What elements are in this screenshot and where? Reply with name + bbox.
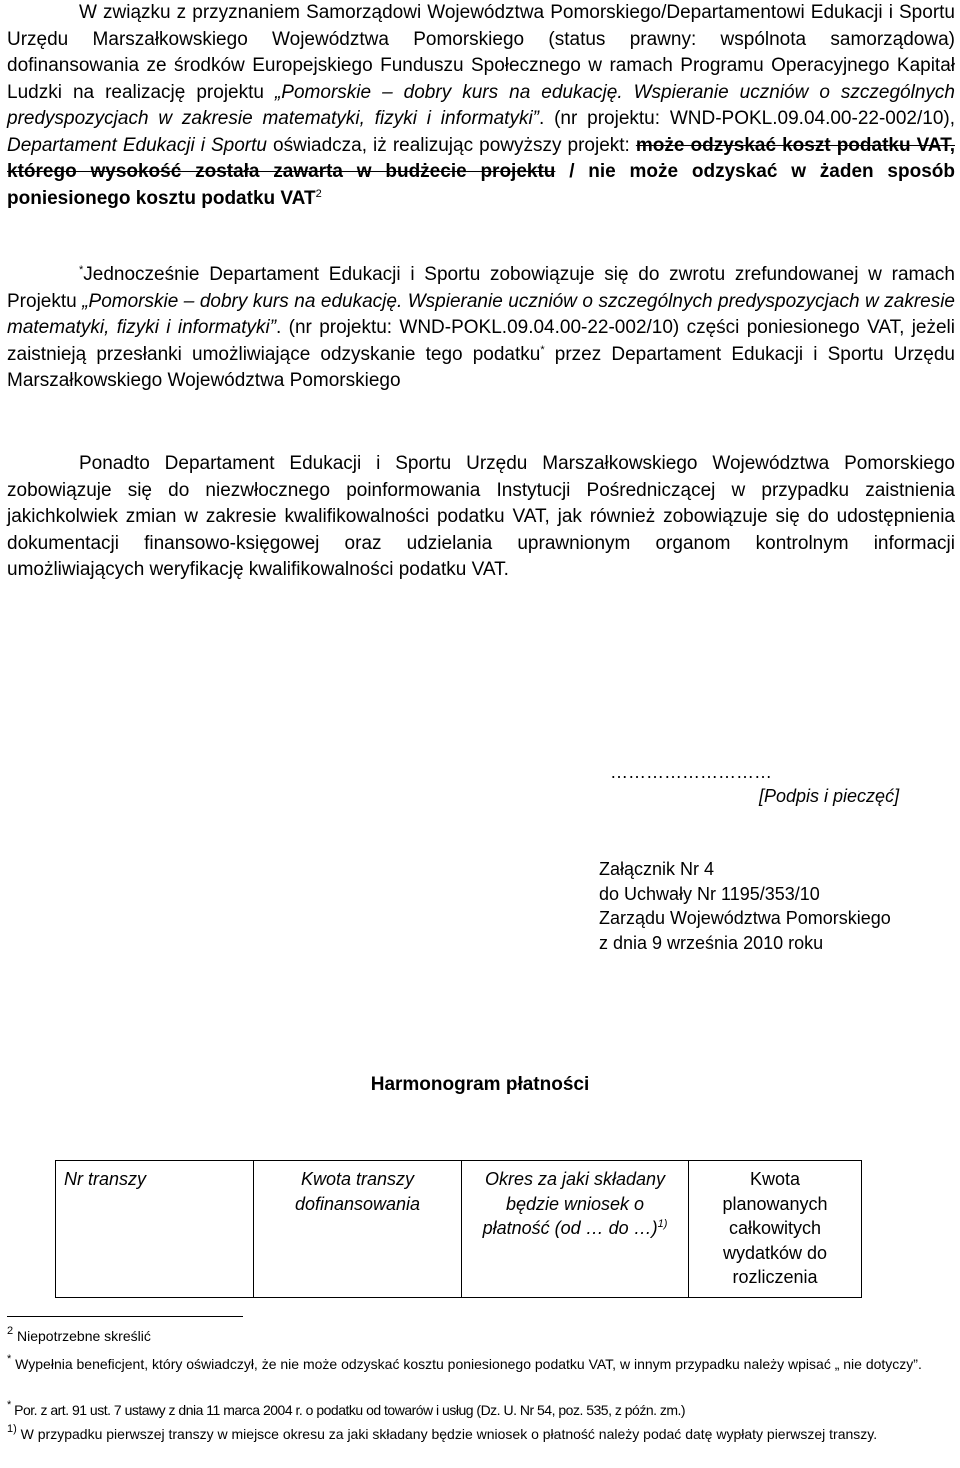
project-name: „Pomorskie – dobry kurs na edukację. Wspieranie uczniów o szczególnych predyspozycjach w zakresie matematyki, fizyki i informatyki” (7, 290, 955, 338)
footnote-star-law: * Por. z art. 91 ust. 7 ustawy z dnia 11 marca 2004 r. o podatku od towarów i usług (Dz. U. Nr 54, poz. 535, z późn. zm.) (7, 1399, 686, 1418)
annex-header (599, 857, 891, 955)
selected-option: / nie może odzyskać w żaden sposób poniesionego kosztu podatku VAT (7, 161, 955, 209)
annex-board: Zarządu Województwa Pomorskiego (599, 908, 891, 928)
refund-obligation-paragraph: *Jednocześnie Departament Edukacji i Sportu zobowiązuje się do zwrotu zrefundowanej w ramach Projektu „Pomorskie – dobry kurs na edukację. Wspieranie uczniów o szczególnych predyspozycjach w zakresie matematyki, fizyki i informatyki”. (nr projektu: WND-POKL.09.04.00-22-002/10) części poniesionego VAT, jeżeli zaistnieją przesłanki umożliwiające odzyskanie tego podatku* przez Departament Edukacji i Sportu Urzędu Marszałkowskiego Województwa Pomorskiego (7, 264, 956, 391)
vat-declaration-paragraph: W związku z przyznaniem Samorządowi Województwa Pomorskiego/Departamentowi Edukacji i Sportu Urzędu Marszałkowskiego Województwa Pomorskiego (status prawny: wspólnota samorządowa) dofinansowania ze środków Europejskiego Funduszu Społecznego w ramach Programu Operacyjnego Kapitał Ludzki na realizację projektu „Pomorskie – dobry kurs na edukację. Wspieranie uczniów o szczególnych predyspozycjach w zakresie matematyki, fizyki i informatyki”. (nr projektu: WND-POKL.09.04.00-22-002/10), Departament Edukacji i Sportu oświadcza, iż realizując powyższy projekt: może odzyskać koszt podatku VAT, którego wysokość została zawarta w budżecie projektu / nie może odzyskać w żaden sposób poniesionego kosztu podatku VAT$^2$ (7, 2, 955, 209)
project-name: „Pomorskie – dobry kurs na edukację. Wspieranie uczniów o szczególnych predyspozycjach w zakresie matematyki, fizyki i informatyki” (7, 81, 955, 129)
annex-date: z dnia 9 września 2010 roku (599, 932, 824, 953)
signature-label: [Podpis i pieczęć] (759, 786, 900, 806)
footnote-2: $^2$ Niepotrzebne skreślić (7, 1325, 151, 1344)
table-header-row (56, 1161, 862, 1298)
footnote-separator (7, 1316, 243, 1317)
footnote-star: * Wypełnia beneficjent, który oświadczył, że nie może odzyskać kosztu poniesionego podatku VAT, w innym przypadku należy wpisać „ nie dotyczy”. (7, 1353, 922, 1372)
struck-option: może odzyskać koszt podatku VAT, którego wysokość została zawarta w budżecie projektu (7, 134, 955, 182)
notification-paragraph: Ponadto Departament Edukacji i Sportu Urzędu Marszałkowskiego Województwa Pomorskiego zobowiązuje się do niezwłocznego poinformowania Instytucji Pośredniczącej w przypadku zaistnienia jakichkolwiek zmian w zakresie kwalifikowalności podatku VAT, jak również zobowiązuje się do udostępnienia dokumentacji finansowo-księgowej oraz udzielania uprawnionym organom kontrolnym informacji umożliwiających weryfikację kwalifikowalności podatku VAT. (7, 453, 955, 580)
column-header-planned-expenses: Kwota planowanych całkowitych wydatków do rozliczenia (689, 1161, 862, 1298)
page-title: Harmonogram płatności (370, 1074, 590, 1095)
footnote-ref-star: * (79, 264, 84, 276)
department-name: Departament Edukacji i Sportu (7, 134, 267, 156)
payment-schedule-table (55, 1160, 862, 1298)
footnote-1: $^{1)}$ W przypadku pierwszej transzy w miejsce okresu za jaki składany będzie wniosek o płatność należy podać datę wypłaty pierwszej transzy. (7, 1423, 878, 1442)
footnote-ref-star: * (540, 343, 545, 356)
column-header-period: Okres za jaki składany będzie wniosek o płatność (od … do …)$^{1)}$ (462, 1161, 689, 1298)
column-header-tranche-amount: Kwota transzy dofinansowania (254, 1161, 462, 1298)
column-header-tranche-number: Nr transzy (56, 1161, 254, 1298)
signature-dots: ……………………… (610, 762, 772, 782)
footnote-ref-2: 2 (315, 187, 322, 200)
footnote-ref-1: 1) (657, 1218, 668, 1230)
annex-resolution: do Uchwały Nr 1195/353/10 (599, 883, 820, 904)
annex-number: Załącznik Nr 4 (599, 859, 715, 879)
